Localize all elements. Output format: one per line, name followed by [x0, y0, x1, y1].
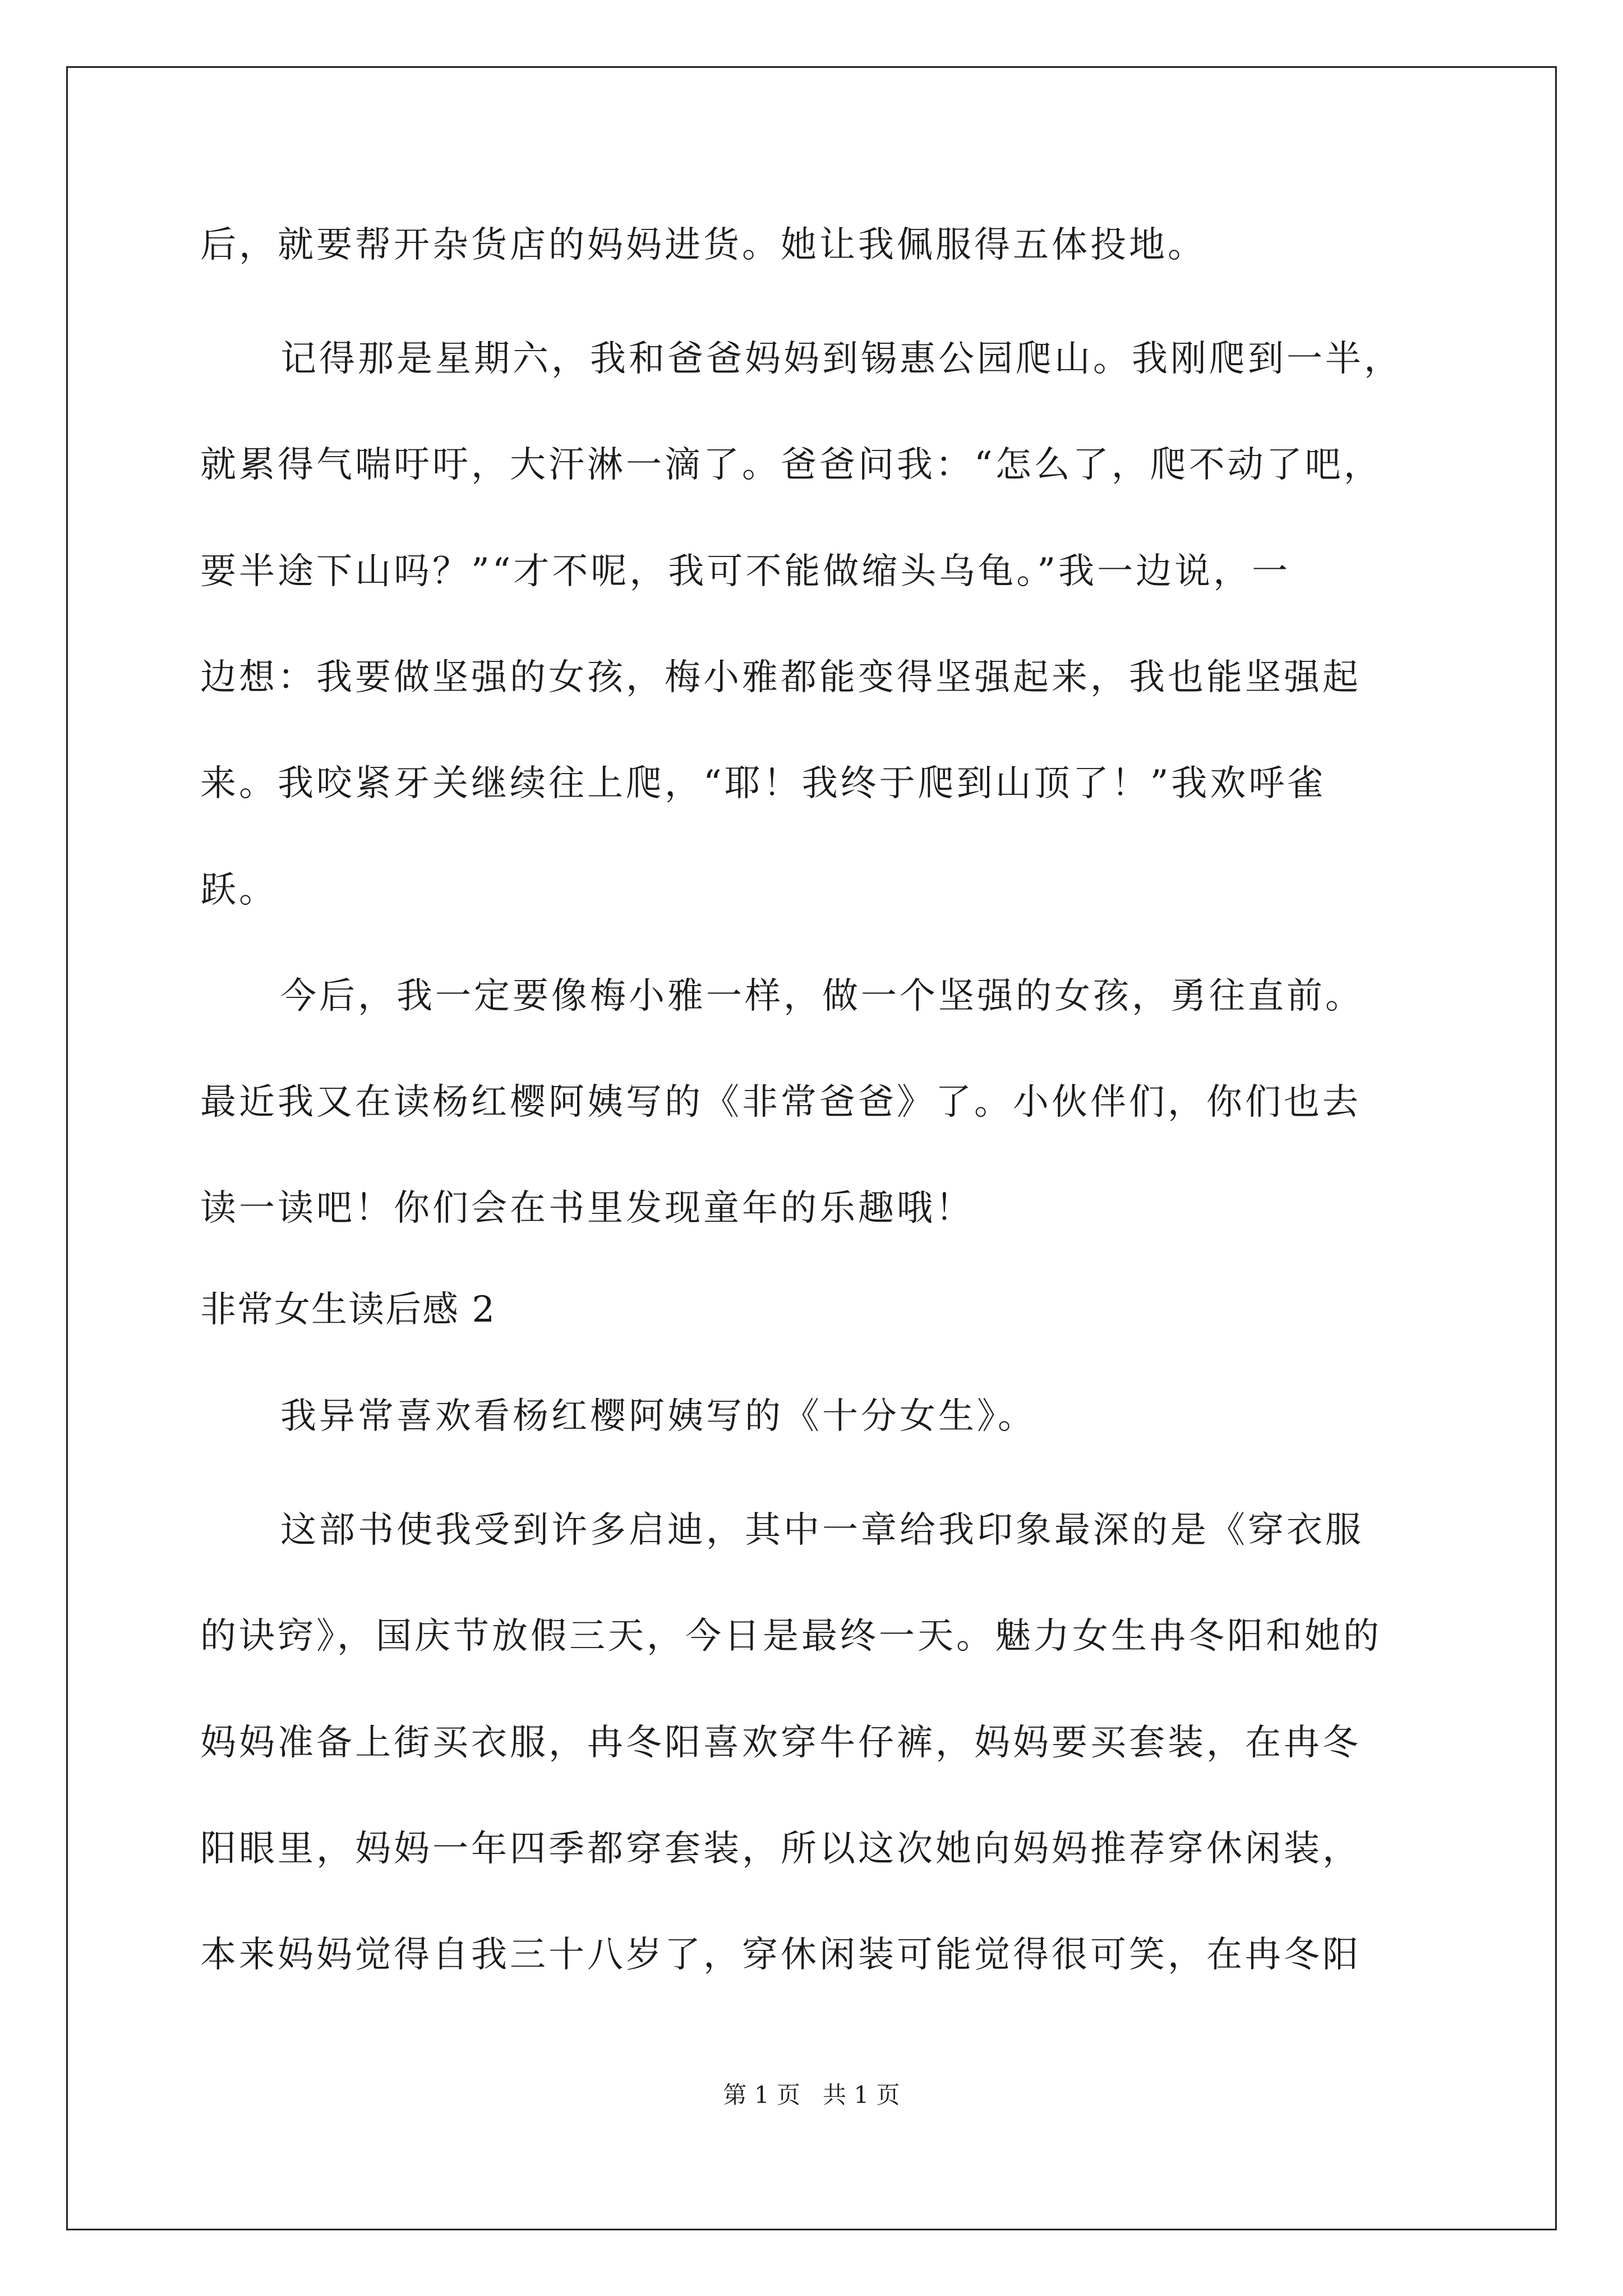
text-line: 就累得气喘吁吁，大汗淋一滴了。爸爸问我：“怎么了，爬不动了吧， [200, 444, 1382, 486]
text-line: 阳眼里，妈妈一年四季都穿套装，所以这次她向妈妈推荐穿休闲装， [200, 1828, 1361, 1870]
text-line: 跃。 [200, 869, 278, 911]
text-line: 后，就要帮开杂货店的妈妈进货。她让我佩服得五体投地。 [200, 224, 1206, 266]
text-line: 来。我咬紧牙关继续往上爬，“耶！我终于爬到山顶了！”我欢呼雀 [200, 763, 1326, 804]
text-line: 最近我又在读杨红樱阿姨写的《非常爸爸》了。小伙伴们，你们也去 [200, 1082, 1361, 1123]
text-line: 记得那是星期六，我和爸爸妈妈到锡惠公园爬山。我刚爬到一半， [280, 338, 1403, 380]
page-footer: 第 1 页 共 1 页 [723, 2081, 900, 2109]
text-line: 妈妈准备上街买衣服，冉冬阳喜欢穿牛仔裤，妈妈要买套装，在冉冬 [200, 1722, 1361, 1764]
text-line: 读一读吧！你们会在书里发现童年的乐趣哦！ [200, 1188, 974, 1229]
page-border [66, 66, 1557, 2230]
text-line: 这部书使我受到许多启迪，其中一章给我印象最深的是《穿衣服 [280, 1510, 1364, 1551]
text-line: 我异常喜欢看杨红樱阿姨写的《十分女生》。 [280, 1396, 1036, 1437]
text-line: 本来妈妈觉得自我三十八岁了，穿休闲装可能觉得很可笑，在冉冬阳 [200, 1934, 1361, 1976]
text-line: 边想：我要做坚强的女孩，梅小雅都能变得坚强起来，我也能坚强起 [200, 657, 1361, 698]
text-line: 今后，我一定要像梅小雅一样，做一个坚强的女孩，勇往直前。 [280, 976, 1364, 1017]
section-heading: 非常女生读后感 2 [200, 1289, 496, 1331]
text-line: 的诀窍》，国庆节放假三天，今日是最终一天。魅力女生冉冬阳和她的 [200, 1616, 1382, 1657]
text-line: 要半途下山吗？”“才不呢，我可不能做缩头乌龟。”我一边说，一 [200, 551, 1291, 592]
